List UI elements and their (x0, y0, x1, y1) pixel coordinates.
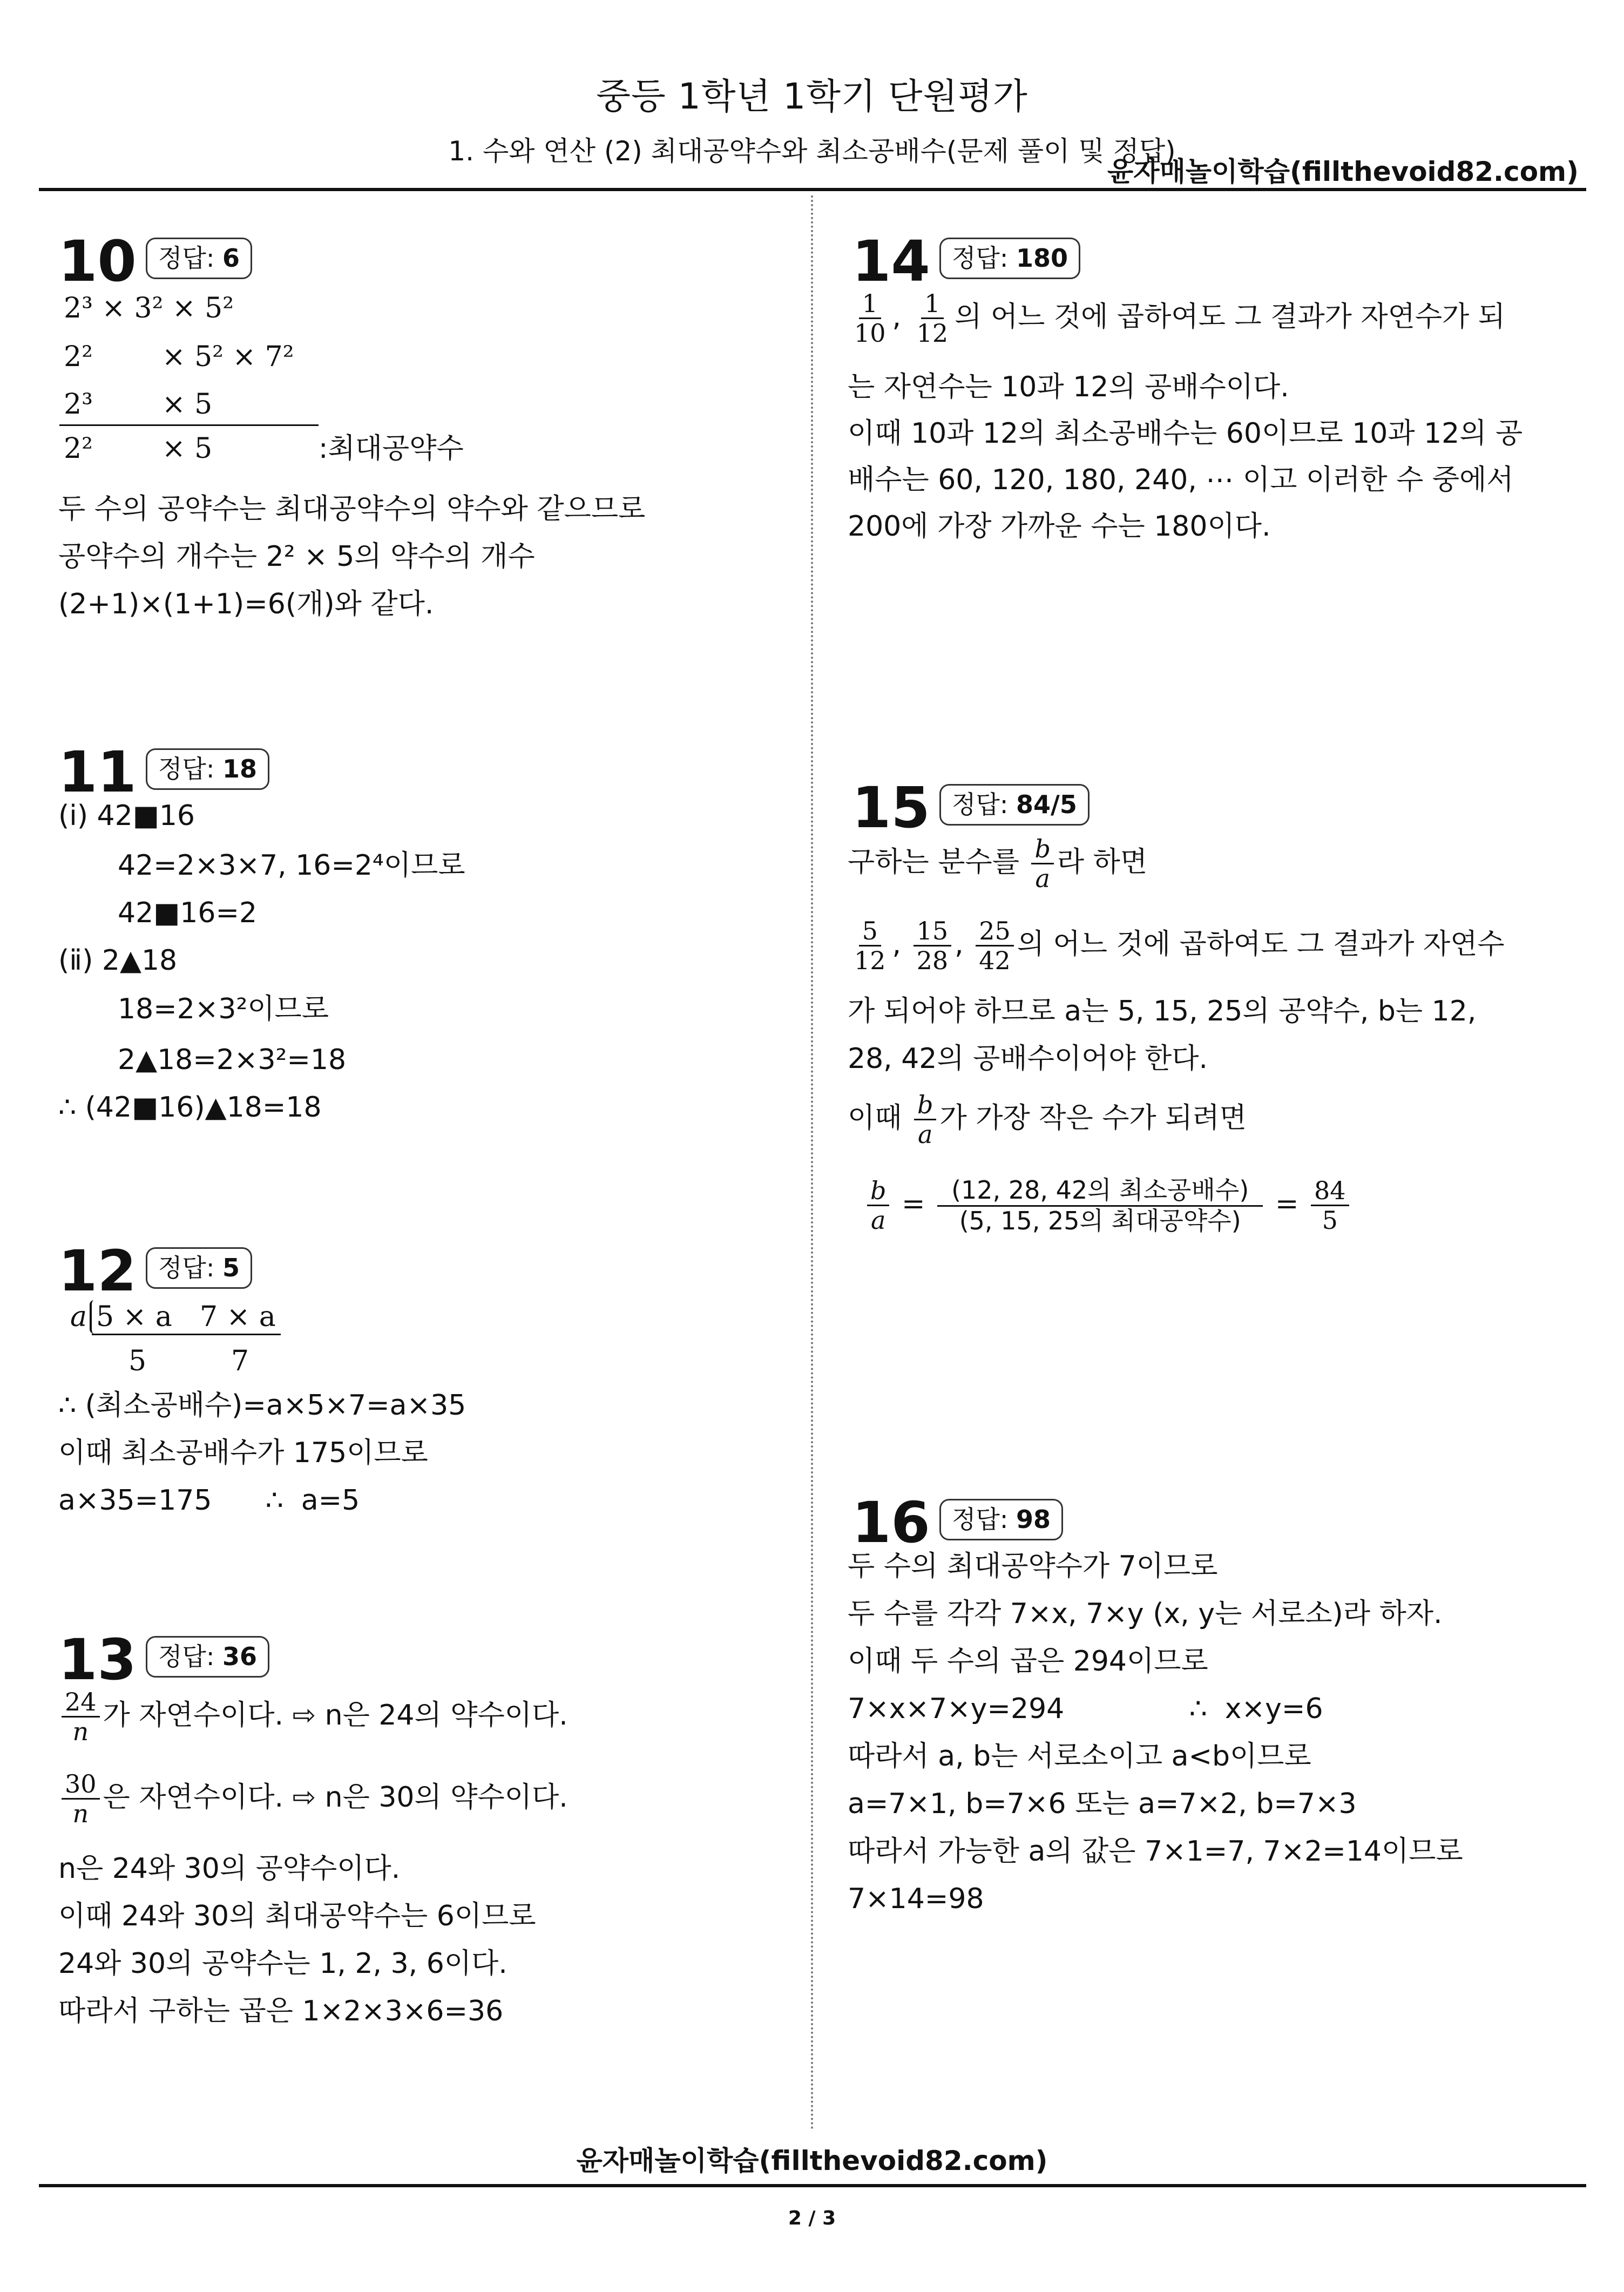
answer-value-15: 84/5 (1016, 790, 1077, 819)
q15-fraction-ba-num: b (1031, 836, 1053, 864)
q12-line-3: a×35=175 ∴ a=5 (58, 1484, 360, 1517)
q10-factor-row-2a: 2² (64, 341, 93, 373)
q15-fraction-3-num: 25 (976, 918, 1014, 946)
q15-eq-rhs-num: 84 (1311, 1178, 1349, 1206)
q12-quotient-2: 7 (231, 1345, 249, 1377)
q16-line-3: 이때 두 수의 곱은 294이므로 (848, 1645, 1208, 1678)
page-title: 중등 1학년 1학기 단원평가 (596, 76, 1028, 117)
question-number-15: 15 (852, 775, 930, 841)
answer-value-14: 180 (1016, 244, 1068, 273)
q13-line-2 (58, 1771, 568, 1827)
footer-rule (39, 2184, 1586, 2187)
q15-eq-lhs (867, 1178, 889, 1234)
q13-fraction-2 (62, 1771, 100, 1827)
q15-line-4: 28, 42의 공배수이어야 한다. (848, 1043, 1208, 1075)
q15-line-1-text-a: 구하는 분수를 (848, 846, 1019, 878)
q15-fraction-ba-2 (914, 1092, 936, 1148)
q10-factor-row-2b: × 5² × 7² (162, 341, 294, 373)
question-number-12: 12 (58, 1238, 137, 1304)
answer-value-16: 98 (1016, 1505, 1051, 1534)
q11-line-2: 42=2×3×7, 16=2⁴이므로 (118, 849, 465, 882)
q12-line-2: 이때 최소공배수가 175이므로 (58, 1437, 428, 1469)
answer-value-10: 6 (222, 244, 240, 273)
q14-line-1-text: 의 어느 것에 곱하여도 그 결과가 자연수가 되 (955, 300, 1506, 333)
q11-line-7: ∴ (42■16)▲18=18 (58, 1091, 322, 1124)
q12-line-1: ∴ (최소공배수)=a×5×7=a×35 (58, 1389, 466, 1422)
answer-box-14 (939, 238, 1080, 279)
q12-division-bracket (90, 1300, 94, 1334)
q13-line-1 (58, 1689, 568, 1745)
answer-label: 정답: (952, 790, 1016, 819)
q15-fraction-ba-den: a (1035, 864, 1050, 894)
header-rule (39, 188, 1586, 191)
q15-fraction-ba-2-num: b (914, 1092, 936, 1120)
q14-fraction-2 (914, 290, 952, 347)
q13-fraction-1-den: n (72, 1717, 89, 1747)
q15-eq-sign-1: = (892, 1187, 935, 1220)
q14-line-1: $\frac{1}{10}$ , $\frac{1}{12}$ 의 어느 것에 곱하여도 그 결과가 자연수가 되 (848, 290, 1505, 347)
q12-divisor: a (70, 1301, 87, 1333)
q13-fraction-1-num: 24 (62, 1689, 100, 1718)
q15-line-2: $\frac{5}{12}$ , $\frac{15}{28}$ , $\frac{25}{42}$ 의 어느 것에 곱하여도 그 결과가 자연수 (848, 918, 1505, 974)
q13-fraction-2-num: 30 (62, 1771, 100, 1800)
answer-box-13 (146, 1636, 269, 1678)
question-number-13: 13 (58, 1627, 137, 1693)
answer-label: 정답: (158, 244, 222, 273)
page-number: 2 / 3 (788, 2207, 836, 2229)
q15-eq-rhs-den: 5 (1322, 1206, 1338, 1235)
answer-label: 정답: (158, 754, 222, 783)
answer-value-11: 18 (222, 754, 258, 783)
q16-line-8: 7×14=98 (848, 1883, 984, 1915)
q11-line-5: 18=2×3²이므로 (118, 993, 329, 1025)
q15-fraction-2-den: 28 (916, 946, 949, 976)
page-subtitle: 1. 수와 연산 (2) 최대공약수와 최소공배수(문제 풀이 및 정답) (448, 136, 1176, 167)
question-number-16: 16 (852, 1490, 930, 1556)
q15-fraction-3-den: 42 (979, 946, 1011, 976)
q16-line-6: a=7×1, b=7×6 또는 a=7×2, b=7×3 (848, 1788, 1357, 1820)
answer-box-10 (146, 238, 252, 279)
answer-box-12 (146, 1247, 252, 1289)
q15-fraction-3 (976, 918, 1014, 974)
q15-line-1-text-b: 라 하면 (1057, 846, 1148, 878)
q10-gcd-label: :최대공약수 (319, 432, 464, 465)
q15-fraction-ba-2-den: a (918, 1120, 933, 1150)
q10-factor-row-4b: × 5 (162, 432, 213, 465)
q15-eq-lhs-den: a (871, 1206, 886, 1235)
q14-line-2: 는 자연수는 10과 12의 공배수이다. (848, 371, 1289, 403)
q15-line-5 (848, 1092, 1247, 1148)
question-number-14: 14 (852, 228, 930, 294)
q10-factor-row-3b: × 5 (162, 388, 213, 421)
q10-factor-row-3a: 2³ (64, 388, 93, 421)
answer-value-13: 36 (222, 1642, 258, 1671)
q15-fraction-2-num: 15 (914, 918, 952, 946)
q10-line-2: 공약수의 개수는 2² × 5의 약수의 개수 (58, 540, 535, 573)
q13-fraction-1 (62, 1689, 100, 1745)
q11-line-1: (ⅰ) 42■16 (58, 800, 195, 832)
q16-line-5: 따라서 a, b는 서로소이고 a<b이므로 (848, 1740, 1311, 1773)
q12-division-line (92, 1334, 281, 1335)
answer-box-16 (939, 1499, 1063, 1540)
q15-fraction-ba (1031, 836, 1053, 892)
answer-box-11 (146, 748, 269, 790)
header-site-credit: 윤자매놀이학습(fillthevoid82.com) (1107, 156, 1579, 187)
q13-line-3: n은 24와 30의 공약수이다. (58, 1852, 401, 1885)
q15-line-5-text-a: 이때 (848, 1101, 902, 1134)
q13-line-5: 24와 30의 공약수는 1, 2, 3, 6이다. (58, 1948, 508, 1980)
q11-line-6: 2▲18=2×3²=18 (118, 1044, 347, 1076)
q16-line-4: 7×x×7×y=294 ∴ x×y=6 (848, 1693, 1323, 1725)
q14-fraction-2-num: 1 (921, 290, 943, 319)
q12-dividend-2: 7 × a (200, 1301, 276, 1333)
q13-line-6: 따라서 구하는 곱은 1×2×3×6=36 (58, 1995, 504, 2027)
q10-line-3: (2+1)×(1+1)=6(개)와 같다. (58, 588, 434, 620)
q15-fraction-1-num: 5 (859, 918, 881, 946)
q15-eq-mid-den: (5, 15, 25의 최대공약수) (959, 1206, 1241, 1236)
answer-label: 정답: (158, 1253, 222, 1282)
q10-line-1: 두 수의 공약수는 최대공약수의 약수와 같으므로 (58, 493, 646, 525)
q13-line-4: 이때 24와 30의 최대공약수는 6이므로 (58, 1900, 536, 1932)
answer-label: 정답: (952, 244, 1016, 273)
q15-line-2-text: 의 어느 것에 곱하여도 그 결과가 자연수 (1017, 928, 1505, 961)
q13-line-1-text: 가 자연수이다. ⇨ n은 24의 약수이다. (103, 1699, 568, 1732)
q15-eq-lhs-num: b (867, 1178, 889, 1206)
q15-fraction-1 (851, 918, 889, 974)
q12-dividend-1: 5 × a (96, 1301, 172, 1333)
q14-fraction-1-num: 1 (859, 290, 881, 319)
question-number-11: 11 (58, 739, 137, 805)
q14-line-4: 배수는 60, 120, 180, 240, ⋯ 이고 이러한 수 중에서 (848, 464, 1514, 496)
q16-line-7: 따라서 가능한 a의 값은 7×1=7, 7×2=14이므로 (848, 1835, 1463, 1868)
q13-line-2-text: 은 자연수이다. ⇨ n은 30의 약수이다. (103, 1781, 568, 1814)
q14-fraction-2-den: 12 (916, 319, 949, 348)
question-number-10: 10 (58, 228, 137, 294)
footer-site-credit: 윤자매놀이학습(fillthevoid82.com) (576, 2145, 1048, 2176)
answer-label: 정답: (952, 1505, 1016, 1534)
answer-label: 정답: (158, 1642, 222, 1671)
column-divider (811, 195, 813, 2131)
q15-eq-sign-2: = (1266, 1187, 1308, 1220)
q12-quotient-1: 5 (128, 1345, 147, 1377)
q14-fraction-1-den: 10 (854, 319, 886, 348)
q11-line-3: 42■16=2 (118, 897, 258, 929)
q15-eq-mid (937, 1177, 1263, 1234)
q13-fraction-2-den: n (72, 1799, 89, 1829)
q16-line-1: 두 수의 최대공약수가 7이므로 (848, 1550, 1218, 1583)
q11-line-4: (ⅱ) 2▲18 (58, 944, 178, 977)
q10-factor-row-4a: 2² (64, 432, 93, 465)
q15-fraction-2 (914, 918, 952, 974)
q15-line-1 (848, 836, 1147, 892)
q15-eq-rhs (1311, 1178, 1349, 1234)
q14-line-5: 200에 가장 가까운 수는 180이다. (848, 510, 1271, 543)
q16-line-2: 두 수를 각각 7×x, 7×y (x, y는 서로소)라 하자. (848, 1598, 1443, 1630)
q10-sum-line (59, 424, 319, 426)
q10-factor-row-1: 2³ × 3² × 5² (64, 292, 234, 324)
answer-box-15 (939, 784, 1090, 826)
q15-line-5-text-b: 가 가장 작은 수가 되려면 (939, 1101, 1247, 1134)
q15-eq-mid-num: (12, 28, 42의 최소공배수) (937, 1177, 1263, 1207)
q14-line-3: 이때 10과 12의 최소공배수는 60이므로 10과 12의 공 (848, 417, 1523, 450)
answer-value-12: 5 (222, 1253, 240, 1282)
q15-fraction-1-den: 12 (854, 946, 886, 976)
q15-equation (864, 1177, 1352, 1234)
q14-fraction-1 (851, 290, 889, 347)
q15-line-3: 가 되어야 하므로 a는 5, 15, 25의 공약수, b는 12, (848, 995, 1477, 1027)
